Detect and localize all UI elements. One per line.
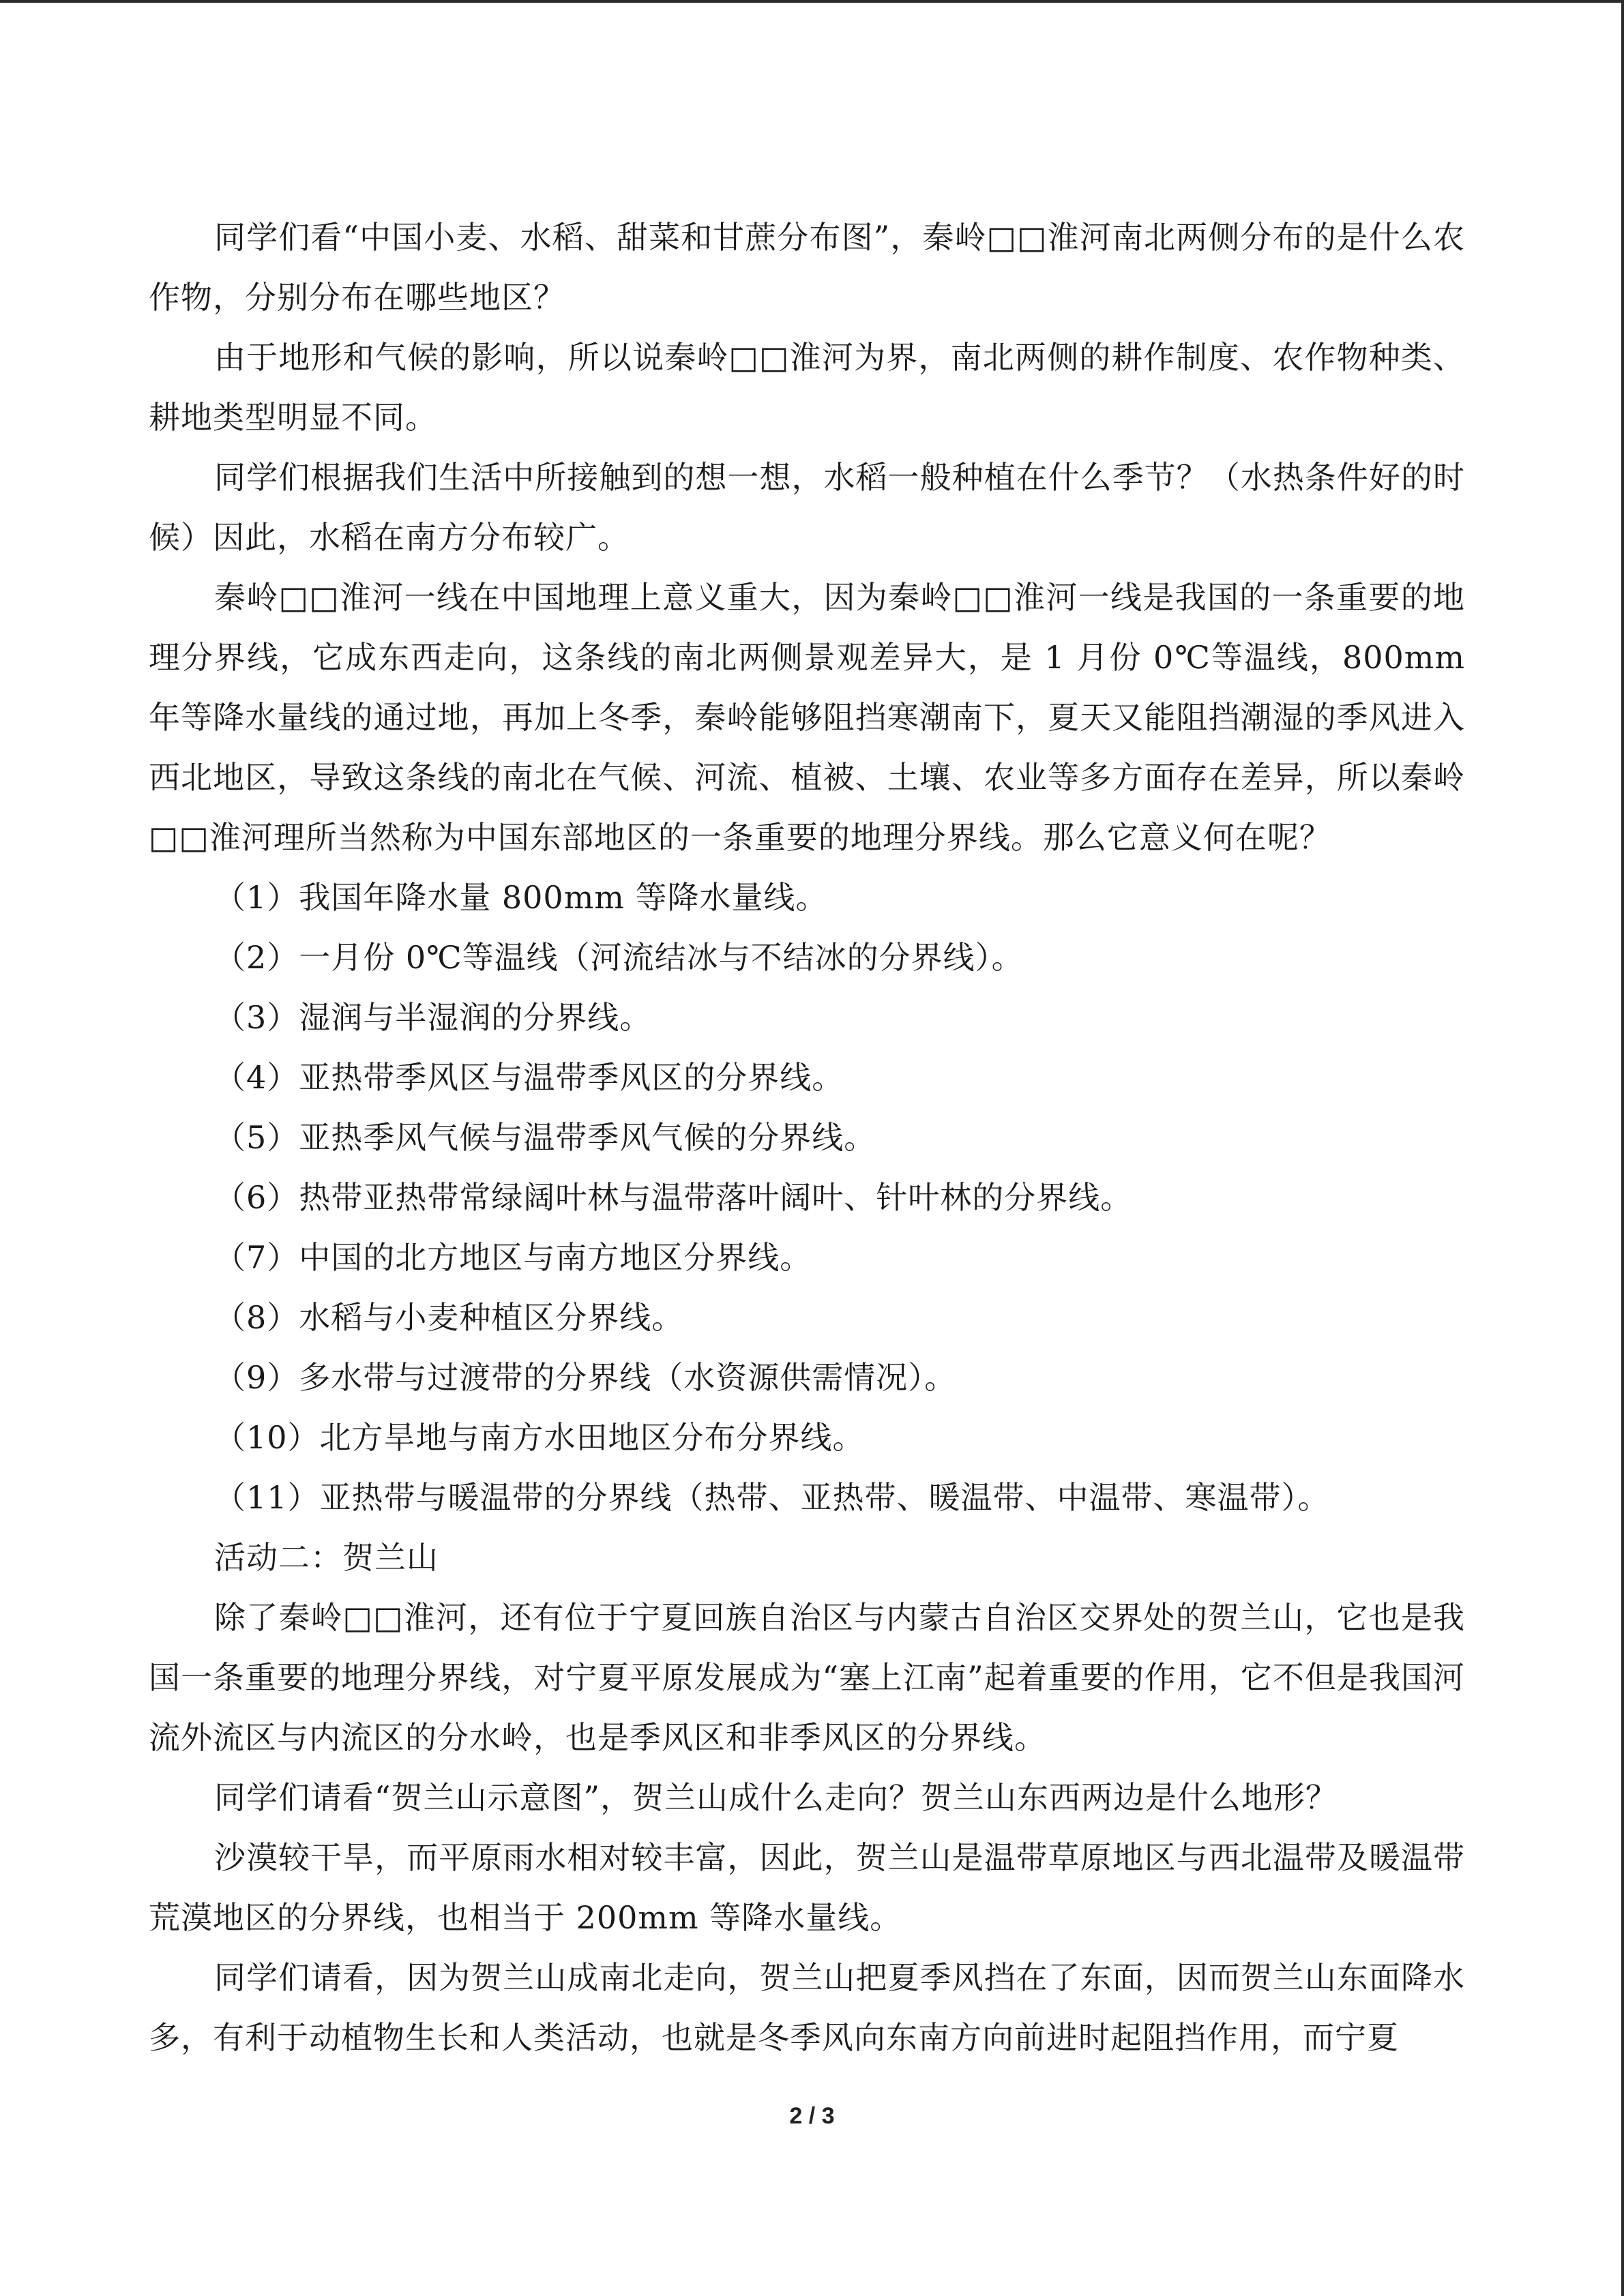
list-item: （1）我国年降水量 800mm 等降水量线。 <box>214 879 828 916</box>
paragraph: 除了秦岭□□淮河，还有位于宁夏回族自治区与内蒙古自治区交界处的贺兰山，它也是我国一条重要的地理分界线，对宁夏平原发展成为“塞上江南”起着重要的作用，它不但是我国河流外流区与内流区的分水岭，也是季风区和非季风区的分界线。 <box>149 1599 1465 1756</box>
paragraph: 秦岭□□淮河一线在中国地理上意义重大，因为秦岭□□淮河一线是我国的一条重要的地理分界线，它成东西走向，这条线的南北两侧景观差异大，是 1 月份 0℃等温线，800mm 年等降水量线的通过地，再加上冬季，秦岭能够阻挡寒潮南下，夏天又能阻挡潮湿的季风进入西北地区，导致这条线的南北在气候、河流、植被、土壤、农业等多方面存在差异，所以秦岭□□淮河理所当然称为中国东部地区的一条重要的地理分界线。那么它意义何在呢？ <box>149 579 1465 856</box>
list-item: （8）水稻与小麦种植区分界线。 <box>214 1299 684 1336</box>
document-body <box>149 207 1465 2068</box>
list-item: （2）一月份 0℃等温线（河流结冰与不结冰的分界线）。 <box>214 939 1024 976</box>
list-item: （10）北方旱地与南方水田地区分布分界线。 <box>214 1419 865 1456</box>
paragraph: 由于地形和气候的影响，所以说秦岭□□淮河为界，南北两侧的耕作制度、农作物种类、耕地类型明显不同。 <box>149 339 1465 436</box>
paragraph: 同学们请看“贺兰山示意图”，贺兰山成什么走向？贺兰山东西两边是什么地形？ <box>214 1779 1338 1816</box>
page-number: 2 / 3 <box>789 2103 835 2129</box>
paragraph: 同学们根据我们生活中所接触到的想一想，水稻一般种植在什么季节？（水热条件好的时候）因此，水稻在南方分布较广。 <box>149 459 1465 556</box>
paragraph: 沙漠较干旱，而平原雨水相对较丰富，因此，贺兰山是温带草原地区与西北温带及暖温带荒漠地区的分界线，也相当于 200mm 等降水量线。 <box>149 1839 1465 1936</box>
list-item: （6）热带亚热带常绿阔叶林与温带落叶阔叶、针叶林的分界线。 <box>214 1179 1133 1216</box>
list-item: （9）多水带与过渡带的分界线（水资源供需情况）。 <box>214 1359 957 1396</box>
list-item: （4）亚热带季风区与温带季风区的分界线。 <box>214 1059 844 1096</box>
paragraph: 同学们请看，因为贺兰山成南北走向，贺兰山把夏季风挡在了东面，因而贺兰山东面降水多，有利于动植物生长和人类活动，也就是冬季风向东南方向前进时起阻挡作用，而宁夏 <box>149 1959 1465 2056</box>
list-item: （7）中国的北方地区与南方地区分界线。 <box>214 1239 812 1276</box>
paragraph: 同学们看“中国小麦、水稻、甜菜和甘蔗分布图”，秦岭□□淮河南北两侧分布的是什么农作物，分别分布在哪些地区？ <box>149 219 1465 316</box>
list-item: （11）亚热带与暖温带的分界线（热带、亚热带、暖温带、中温带、寒温带）。 <box>214 1479 1330 1516</box>
activity-heading: 活动二：贺兰山 <box>214 1539 439 1576</box>
list-item: （3）湿润与半湿润的分界线。 <box>214 999 652 1036</box>
list-item: （5）亚热季风气候与温带季风气候的分界线。 <box>214 1119 876 1156</box>
